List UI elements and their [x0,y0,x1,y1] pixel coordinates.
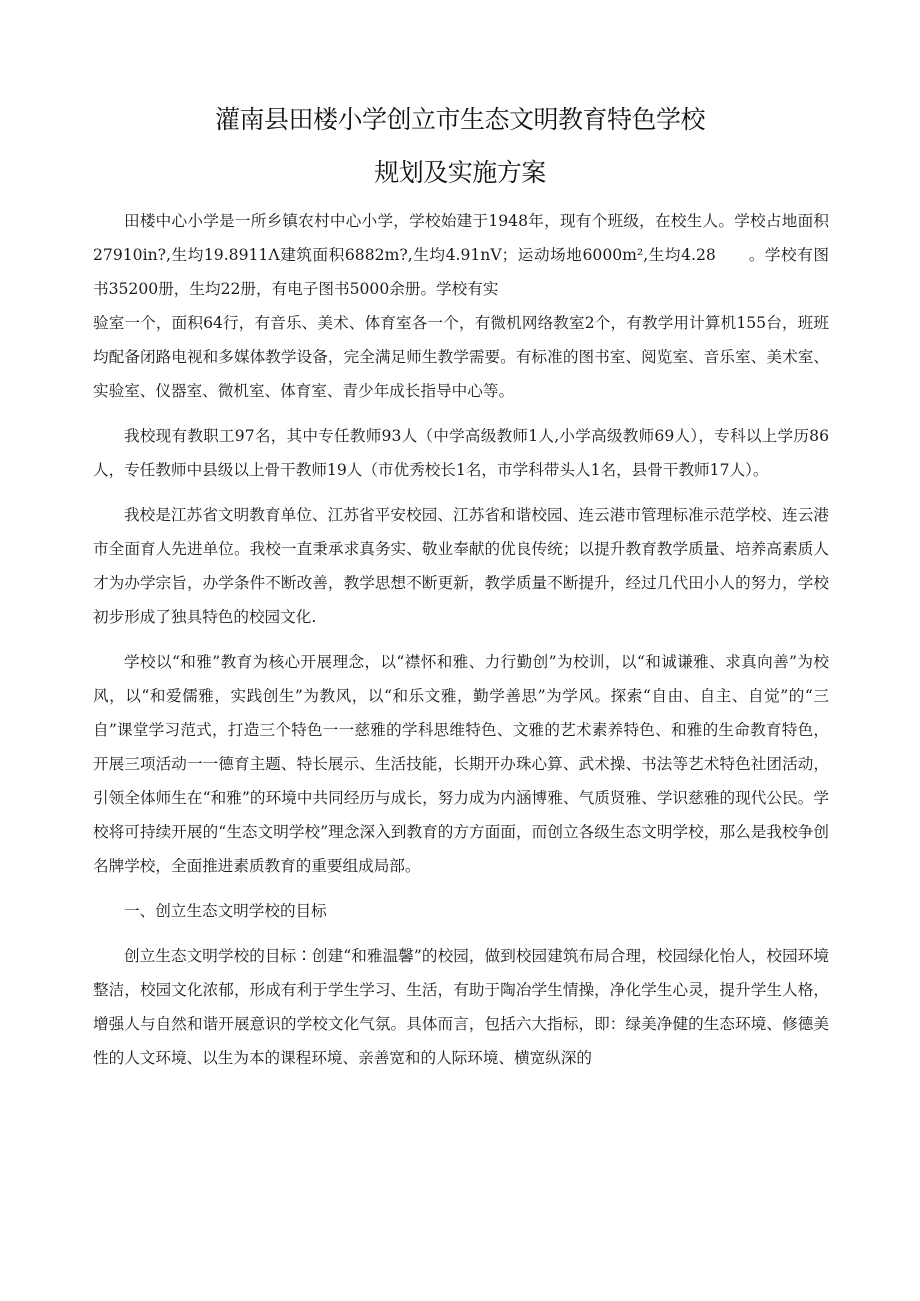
document-title-line-2: 规划及实施方案 [374,158,546,187]
paragraph-school-overview: 田楼中心小学是一所乡镇农村中心小学，学校始建于1948年，现有个班级，在校生人。学校占地面积27910in?,生均19.8911Λ建筑面积6882m?,生均4.91nV；运动场地6000m²,生均4.28 。学校有图书35200册，生均22册，有电子图书5000余册。学校有实 [93,212,829,298]
paragraph-facilities: 验室一个，面积64行，有音乐、美术、体育室各一个，有微机网络教室2个，有教学用计算机155台，班班均配备闭路电视和多媒体教学设备，完全满足师生教学需要。有标准的图书室、阅览室、音乐室、美术室、实验室、仪器室、微机室、体育室、青少年成长指导中心等。 [93,314,829,400]
paragraph-goals: 创立生态文明学校的目标∶创建“和雅温馨”的校园，做到校园建筑布局合理，校园绿化怡人，校园环境整洁，校园文化浓郁，形成有利于学生学习、生活，有助于陶冶学生情操，净化学生心灵，提升学生人格，增强人与自然和谐开展意识的学校文化气氛。具体而言，包括六大指标，即：绿美净健的生态环境、修德美性的人文环境、以生为本的课程环境、亲善宽和的人际环境、横宽纵深的 [93,947,829,1067]
section-heading-goals: 一、创立生态文明学校的目标 [124,902,327,920]
paragraph-honors: 我校是江苏省文明教育单位、江苏省平安校园、江苏省和谐校园、连云港市管理标准示范学校、连云港市全面育人先进单位。我校一直秉承求真务实、敬业奉献的优良传统；以提升教育教学质量、培养高素质人才为办学宗旨，办学条件不断改善，教学思想不断更新，教学质量不断提升，经过几代田小人的努力，学校初步形成了独具特色的校园文化. [93,506,829,626]
document-title-line-1: 灌南县田楼小学创立市生态文明教育特色学校 [214,105,705,134]
paragraph-philosophy: 学校以“和雅”教育为核心开展理念，以“襟怀和雅、力行勤创”为校训，以“和诚谦雅、求真向善”为校风，以“和爱儒雅，实践创生”为教风，以“和乐文雅，勤学善思”为学风。探索“自由、自主、自觉”的“三自”课堂学习范式，打造三个特色一一慈雅的学科思维特色、文雅的艺术素养特色、和雅的生命教育特色，开展三项活动一一德育主题、特长展示、生活技能，长期开办珠心算、武术操、书法等艺术特色社团活动，引领全体师生在“和雅”的环境中共同经历与成长，努力成为内涵博雅、气质贤雅、学识慈雅的现代公民。学校将可持续开展的“生态文明学校”理念深入到教育的方方面面，而创立各级生态文明学校，那么是我校争创名牌学校，全面推进素质教育的重要组成局部。 [93,653,829,875]
document-body [93,204,829,1075]
paragraph-staff: 我校现有教职工97名，其中专任教师93人（中学高级教师1人,小学高级教师69人），专科以上学历86人，专任教师中县级以上骨干教师19人（市优秀校长1名，市学科带头人1名，县骨干教师17人）。 [93,427,829,479]
